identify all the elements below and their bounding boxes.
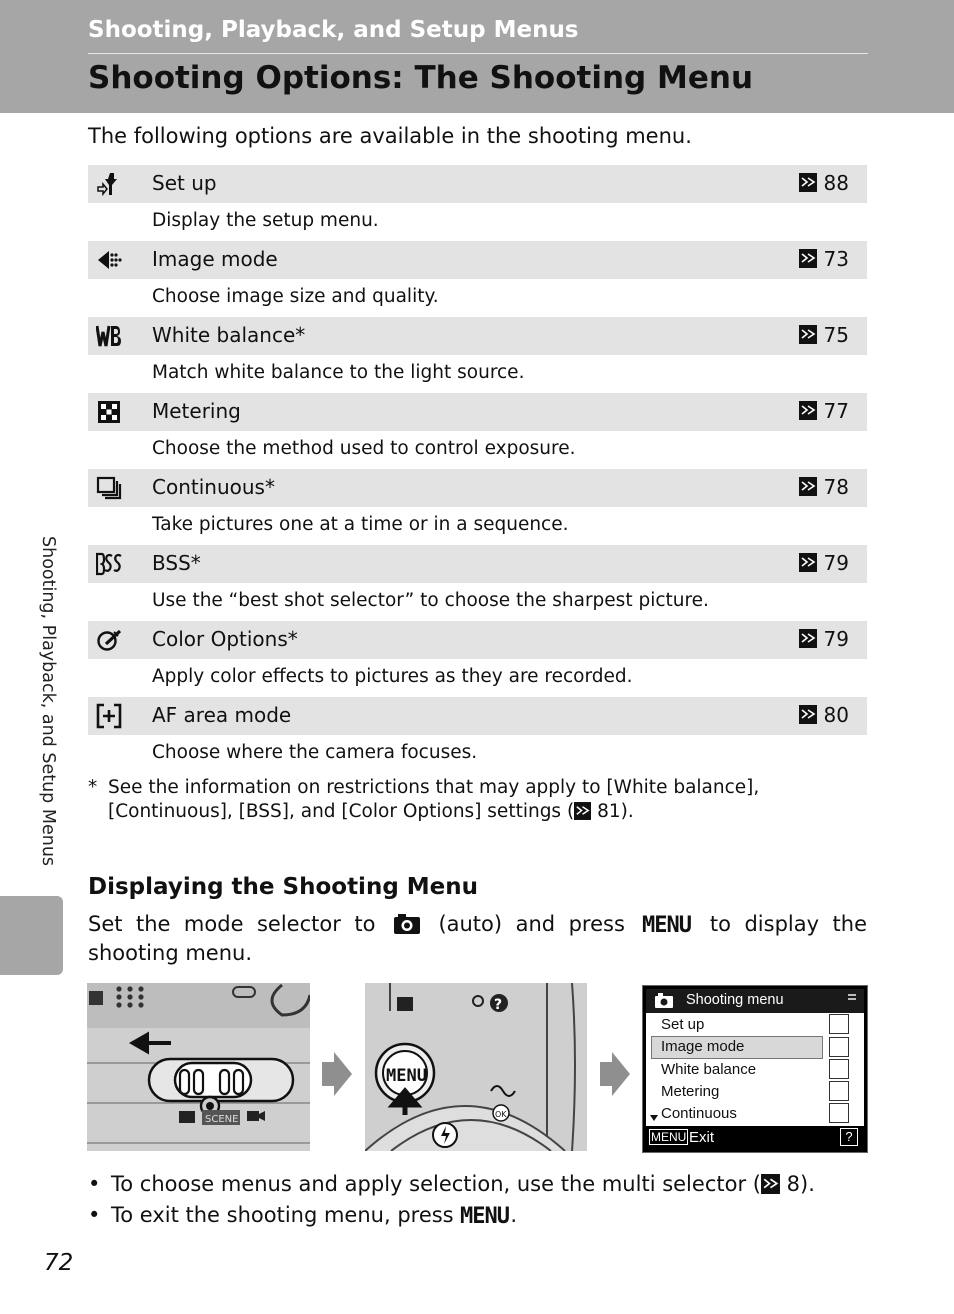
metering-icon xyxy=(829,1081,849,1101)
book-icon xyxy=(799,477,817,496)
table-row-description xyxy=(88,203,867,241)
page-reference xyxy=(799,627,849,651)
page-reference xyxy=(799,399,849,423)
intro-text: The following options are available in the shooting menu. xyxy=(88,124,692,148)
lcd-shooting-menu-screen xyxy=(642,985,868,1153)
table-row-description xyxy=(88,431,867,469)
svg-text:MENU: MENU xyxy=(460,1204,511,1226)
menu-item-name: Metering xyxy=(152,399,241,423)
menu-item-desc: Choose image size and quality. xyxy=(152,286,439,307)
page-ref-number: 75 xyxy=(823,323,849,347)
menu-item-desc: Choose where the camera focuses. xyxy=(152,742,478,763)
book-icon xyxy=(799,173,817,192)
para-part-2: (auto) and press xyxy=(438,912,625,936)
book-icon xyxy=(761,1174,780,1194)
page-number: 72 xyxy=(44,1250,74,1276)
camera-icon xyxy=(393,913,421,935)
para-part-1: Set the mode selector to xyxy=(88,912,376,936)
footnote-text: See the information on restrictions that may apply to [White balance], [Continuous], [BSS], and [Color Options] settings ( xyxy=(108,777,760,822)
lcd-exit-label: Exit xyxy=(689,1129,715,1146)
menu-item-name: AF area mode xyxy=(152,703,292,727)
lcd-menu-item[interactable]: Set up xyxy=(661,1016,705,1033)
menu-button-icon xyxy=(642,913,692,935)
menu-item-name: Set up xyxy=(152,171,217,195)
table-row xyxy=(88,241,867,279)
footnote xyxy=(88,776,868,824)
step-arrow-icon xyxy=(322,1052,352,1096)
table-row-description xyxy=(88,583,867,621)
footnote-star: * xyxy=(88,777,98,798)
image-mode-icon xyxy=(96,247,122,273)
white-balance-icon xyxy=(96,323,122,349)
white-balance-icon xyxy=(829,1059,849,1079)
book-icon xyxy=(799,705,817,724)
table-row xyxy=(88,621,867,659)
table-row xyxy=(88,545,867,583)
menu-item-desc: Match white balance to the light source. xyxy=(152,362,525,383)
menu-item-name: Color Options* xyxy=(152,627,298,651)
footnote-end: ). xyxy=(620,801,634,822)
shooting-menu-table xyxy=(88,165,867,773)
menu-item-desc: Choose the method used to control exposure. xyxy=(152,438,576,459)
page-ref-number: 88 xyxy=(823,171,849,195)
svg-text:OK: OK xyxy=(495,1110,507,1119)
menu-item-desc: Apply color effects to pictures as they are recorded. xyxy=(152,666,633,687)
image-mode-icon xyxy=(829,1037,849,1057)
table-row xyxy=(88,697,867,735)
page-ref-number: 73 xyxy=(823,247,849,271)
svg-text:SCENE: SCENE xyxy=(205,1114,239,1125)
side-section-label xyxy=(36,536,58,886)
mode-selector-illustration xyxy=(87,983,310,1151)
lcd-menu-list xyxy=(646,1013,864,1126)
lcd-menu-key: MENU xyxy=(651,1130,687,1144)
page-ref-number: 78 xyxy=(823,475,849,499)
svg-text:MENU: MENU xyxy=(386,1066,427,1086)
page-reference xyxy=(799,323,849,347)
section-title: Shooting, Playback, and Setup Menus xyxy=(88,17,579,43)
bullet-dot: • xyxy=(88,1203,101,1227)
menu-item-name: Continuous* xyxy=(152,475,275,499)
menu-button-illustration xyxy=(365,983,587,1151)
table-row-description xyxy=(88,279,867,317)
table-row-description xyxy=(88,735,867,773)
page-ref-number: 77 xyxy=(823,399,849,423)
scroll-down-icon xyxy=(650,1115,658,1121)
camera-icon xyxy=(655,993,673,1008)
page-reference xyxy=(799,247,849,271)
lcd-menu-item[interactable]: White balance xyxy=(661,1061,757,1078)
header-divider xyxy=(88,53,868,54)
bullet-dot: • xyxy=(88,1172,101,1196)
svg-text:MENU: MENU xyxy=(642,913,693,935)
page-reference xyxy=(799,703,849,727)
step-arrow-icon xyxy=(600,1052,630,1096)
subsection-heading: Displaying the Shooting Menu xyxy=(88,874,479,900)
book-icon xyxy=(799,553,817,572)
page-ref-number: 80 xyxy=(823,703,849,727)
table-row xyxy=(88,317,867,355)
page-ref-number: 79 xyxy=(823,627,849,651)
color-options-icon xyxy=(96,627,122,653)
continuous-icon xyxy=(829,1103,849,1123)
para-part-3: to display the shooting menu. xyxy=(88,912,867,965)
menu-item-name: BSS* xyxy=(152,551,201,575)
setup-icon xyxy=(829,1014,849,1034)
lcd-menu-item[interactable]: Continuous xyxy=(661,1105,737,1122)
bullet-ref: 8 xyxy=(786,1172,801,1196)
book-icon xyxy=(574,802,591,820)
book-icon xyxy=(799,249,817,268)
lcd-help-key: ? xyxy=(840,1128,858,1146)
menu-item-desc: Use the “best shot selector” to choose the sharpest picture. xyxy=(152,590,709,611)
page-reference xyxy=(799,475,849,499)
scroll-indicator-icon xyxy=(848,994,856,1004)
bullet-end: ). xyxy=(800,1172,815,1196)
book-icon xyxy=(799,401,817,420)
table-row xyxy=(88,469,867,507)
page-header xyxy=(0,0,954,113)
svg-text:?: ? xyxy=(494,997,503,1013)
lcd-title-bar xyxy=(646,989,864,1013)
table-row xyxy=(88,165,867,203)
page-ref-number: 79 xyxy=(823,551,849,575)
af-area-icon xyxy=(96,703,122,729)
menu-item-name: Image mode xyxy=(152,247,278,271)
table-row-description xyxy=(88,507,867,545)
bss-icon xyxy=(96,551,122,577)
lcd-footer xyxy=(646,1126,864,1149)
lcd-menu-item[interactable]: Metering xyxy=(661,1083,720,1100)
bullet-end: . xyxy=(510,1203,517,1227)
continuous-icon xyxy=(96,475,122,501)
menu-item-desc: Display the setup menu. xyxy=(152,210,379,231)
lcd-menu-item-selected[interactable]: Image mode xyxy=(661,1038,745,1055)
side-label-text: Shooting, Playback, and Setup Menus xyxy=(38,536,58,867)
side-thumb-tab xyxy=(0,896,63,975)
lcd-title: Shooting menu xyxy=(686,992,784,1008)
table-row xyxy=(88,393,867,431)
setup-icon xyxy=(96,171,122,197)
menu-item-desc: Take pictures one at a time or in a sequence. xyxy=(152,514,569,535)
page-reference xyxy=(799,551,849,575)
page-title: Shooting Options: The Shooting Menu xyxy=(88,60,754,96)
menu-button-icon xyxy=(460,1204,510,1226)
table-row-description xyxy=(88,355,867,393)
book-icon xyxy=(799,325,817,344)
table-row-description xyxy=(88,659,867,697)
bullet-text: To choose menus and apply selection, use the multi selector ( xyxy=(111,1172,761,1196)
book-icon xyxy=(799,629,817,648)
page-reference xyxy=(799,171,849,195)
bullet-text: To exit the shooting menu, press xyxy=(111,1203,454,1227)
footnote-ref: 81 xyxy=(597,801,621,822)
metering-icon xyxy=(96,399,122,425)
menu-item-name: White balance* xyxy=(152,323,306,347)
instruction-paragraph xyxy=(88,910,867,968)
